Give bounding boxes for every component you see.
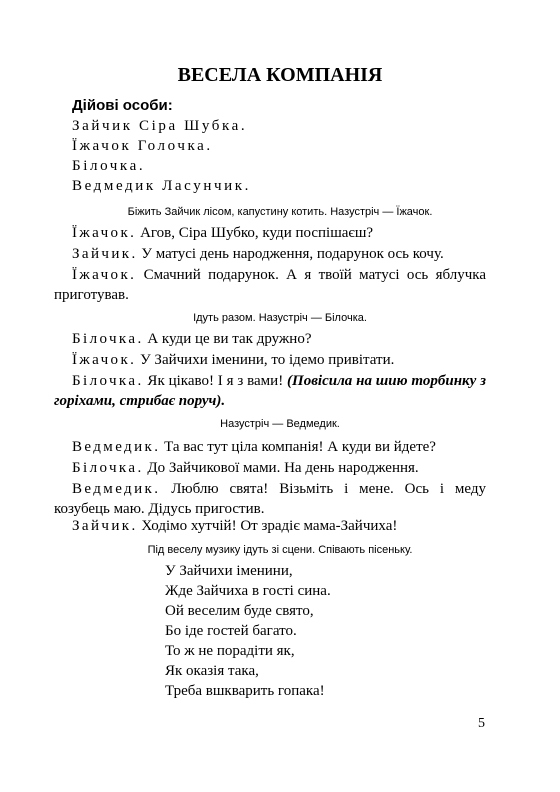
dialogue-line [54, 244, 486, 264]
dialogue-line [54, 516, 486, 536]
speaker: Їжачок. [72, 352, 137, 368]
speaker: Їжачок. [72, 225, 137, 241]
speech: До Зайчикової мами. На день народження. [143, 460, 419, 476]
stage-direction: Під веселу музику ідуть зі сцени. Співають пісеньку. [147, 544, 413, 556]
speech: Смачний подарунок. А я твоїй матусі ось яблучка приготував. [54, 267, 486, 303]
cast-label: Дійові особи: [72, 97, 173, 114]
dialogue-line [54, 329, 486, 349]
cast-item: Їжачок Голочка. [72, 138, 213, 154]
speech: Ходімо хутчій! От зрадіє мама-Зайчиха! [137, 518, 398, 534]
dialogue-line [54, 223, 486, 243]
speech: У Зайчихи іменини, то ідемо привітати. [136, 352, 395, 368]
speech: А куди це ви так дружно? [143, 331, 312, 347]
dialogue-line [54, 479, 486, 519]
stage-direction: Біжить Зайчик лісом, капустину котить. Назустріч — Їжачок. [127, 206, 433, 218]
speaker: Зайчик. [72, 246, 138, 262]
poem-line: Ой веселим буде свято, [165, 603, 314, 619]
page-title: ВЕСЕЛА КОМПАНІЯ [177, 64, 383, 86]
speaker: Білочка. [72, 373, 144, 389]
poem-line: Жде Зайчиха в гості сина. [165, 583, 331, 599]
speaker: Ведмедик. [72, 481, 161, 497]
dialogue-line [54, 350, 486, 370]
speaker: Ведмедик. [72, 439, 161, 455]
cast-item: Зайчик Сіра Шубка. [72, 118, 248, 134]
speech: Агов, Сіра Шубко, куди поспішаєш? [136, 225, 374, 241]
poem-line: Як оказія така, [165, 663, 259, 679]
dialogue-line [54, 371, 486, 411]
speech: Та вас тут ціла компанія! А куди ви йдете? [160, 439, 436, 455]
dialogue-line [54, 437, 486, 457]
poem-line: Треба вшкварить гопака! [165, 683, 325, 699]
stage-direction: Ідуть разом. Назустріч — Білочка. [193, 312, 367, 324]
speaker: Зайчик. [72, 518, 138, 534]
speaker: Білочка. [72, 460, 144, 476]
poem-line: Бо іде гостей багато. [165, 623, 297, 639]
poem-line: То ж не порадіти як, [165, 643, 295, 659]
page-number: 5 [478, 716, 485, 731]
cast-item: Ведмедик Ласунчик. [72, 178, 251, 194]
speaker: Їжачок. [72, 267, 137, 283]
speaker: Білочка. [72, 331, 144, 347]
speech: У матусі день народження, подарунок ось кочу. [137, 246, 444, 262]
dialogue-line [54, 458, 486, 478]
speech: Люблю свята! Візьміть і мене. Ось і меду козубець маю. Дідусь пригостив. [54, 481, 486, 517]
speech: Як цікаво! І я з вами! [143, 373, 288, 389]
dialogue-line [54, 265, 486, 305]
stage-direction: Назустріч — Ведмедик. [220, 418, 340, 430]
stage-remark: (Повісила на шию торбинку з горіхами, стрибає поруч). [54, 373, 486, 409]
poem-line: У Зайчихи іменини, [165, 563, 293, 579]
cast-item: Білочка. [72, 158, 146, 174]
